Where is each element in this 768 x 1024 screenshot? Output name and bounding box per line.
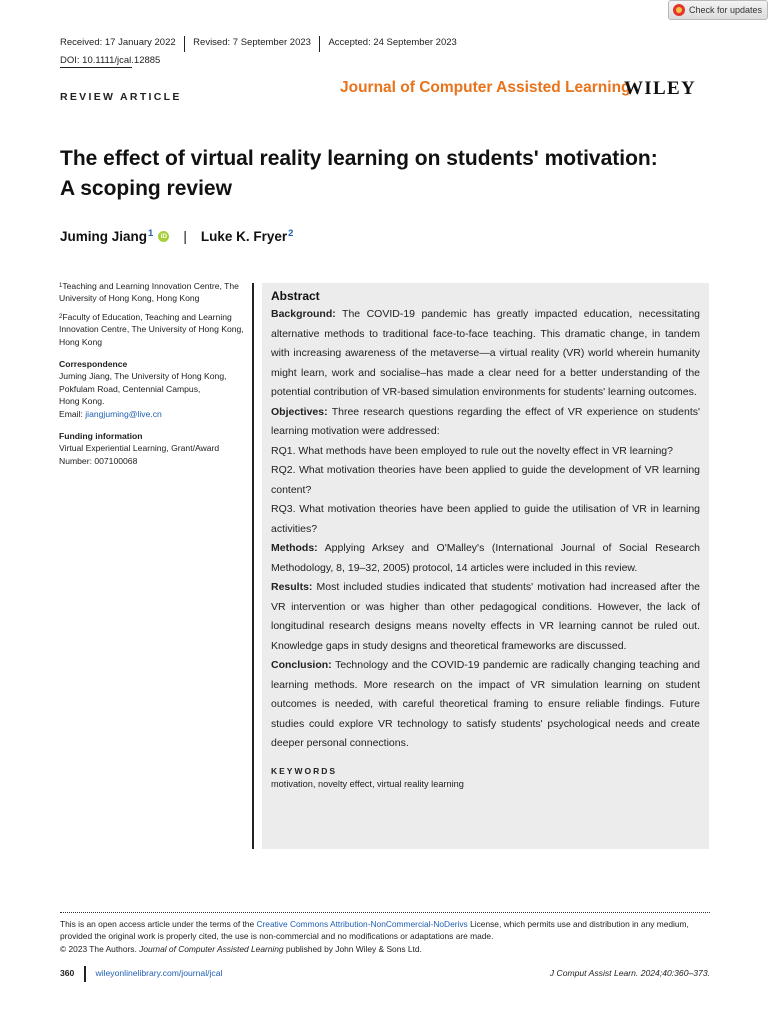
check-for-updates-label: Check for updates <box>689 5 763 15</box>
license-text: License, which permits use and distribution in any medium, provided the original work is properly cited, the use is non-commercial and no modifications or adaptations are made. <box>60 919 689 942</box>
orcid-icon[interactable]: iD <box>158 231 169 242</box>
section-label: Objectives: <box>271 405 328 418</box>
abstract-rule <box>252 283 254 849</box>
section-label: Background: <box>271 308 336 320</box>
section-label: Conclusion: <box>271 659 332 671</box>
abstract-box <box>262 283 709 849</box>
section-label: Results: <box>271 581 313 593</box>
abstract-objectives <box>271 403 700 442</box>
date-separator <box>319 36 321 52</box>
affiliation-text: Faculty of Education, Teaching and Learning Innovation Centre, The University of Hong Kong, Hong Kong <box>59 311 244 347</box>
page-footer <box>60 968 710 982</box>
doi[interactable]: DOI: 10.1111/jcal.12885 <box>60 55 161 66</box>
article-title <box>60 144 720 204</box>
author-separator: | <box>183 229 187 244</box>
section-text: Most included studies indicated that students' motivation had increased after the VR intervention or was higher than other pedagogical conditions. However, the lack of longitudinal research designs means novelty effects in VR learning cannot be ruled out. Knowledge gaps in study designs and theoretical frameworks are discussed. <box>271 581 700 652</box>
email-link[interactable]: jiangjuming@live.cn <box>85 408 162 419</box>
affiliation-sup: 2 <box>59 313 63 320</box>
author-name[interactable]: Luke K. Fryer <box>200 229 288 244</box>
article-dates <box>60 37 465 52</box>
research-question: RQ3. What motivation theories have been applied to guide the utilisation of VR in learning activities? <box>271 503 700 535</box>
affiliation-sup: 1 <box>59 283 63 289</box>
keywords-heading: KEYWORDS <box>271 765 338 776</box>
copyright-text: published by John Wiley & Sons Ltd. <box>283 943 422 954</box>
funding-text: Virtual Experiential Learning, Grant/Award Number: 007100068 <box>59 443 220 466</box>
correspondence-line: Hong Kong. <box>59 396 105 407</box>
header-rule <box>60 67 132 68</box>
page-number: 360 <box>60 968 75 978</box>
correspondence-heading: Correspondence <box>59 359 128 370</box>
affiliation <box>59 311 249 348</box>
footnote-divider <box>60 912 710 913</box>
correspondence-line: Juming Jiang, The University of Hong Kong, <box>59 371 227 382</box>
keywords: motivation, novelty effect, virtual reality learning <box>271 778 464 789</box>
footer-separator <box>84 966 86 982</box>
correspondence-line: Pokfulam Road, Centennial Campus, <box>59 383 201 394</box>
affiliation <box>59 280 249 305</box>
email-label: Email: <box>59 408 86 419</box>
section-text: The COVID-19 pandemic has greatly impacted education, necessitating alternative methods to traditional face-to-face teaching. This dramatic change, in tandem with increasing awareness of the metaverse—a virtual reality (VR) world wherein humanity might learn, work and socialise–has made a clear need for a better understanding of the potential contribution of VR-based simulation environments for students' learning outcomes. <box>271 308 700 398</box>
affiliation-text: Teaching and Learning Innovation Centre, The University of Hong Kong, Hong Kong <box>59 281 239 304</box>
license-notice <box>60 918 710 955</box>
citation: J Comput Assist Learn. 2024;40:360–373. <box>549 968 710 978</box>
author-affiliation-sup: 2 <box>288 228 294 239</box>
article-type: REVIEW ARTICLE <box>60 91 182 103</box>
abstract-results <box>271 578 700 656</box>
abstract-heading: Abstract <box>271 289 320 303</box>
received-date: Received: 17 January 2022 <box>60 37 176 48</box>
funding-heading: Funding information <box>59 431 143 442</box>
journal-name: Journal of Computer Assisted Learning <box>340 79 631 96</box>
crossmark-icon <box>673 4 685 16</box>
section-text: Three research questions regarding the effect of VR experience on students' learning motivation were addressed: <box>271 405 700 437</box>
revised-date: Revised: 7 September 2023 <box>193 37 311 48</box>
title-line-2: A scoping review <box>60 177 232 200</box>
title-line-1: The effect of virtual reality learning on students' motivation: <box>60 147 658 170</box>
publisher-logo: WILEY <box>624 78 696 99</box>
abstract-background <box>271 305 700 403</box>
correspondence-details <box>59 370 249 420</box>
check-for-updates-button[interactable] <box>668 0 768 20</box>
research-question: RQ1. What methods have been employed to rule out the novelty effect in VR learning? <box>271 444 673 457</box>
author-list <box>60 229 293 244</box>
license-text: This is an open access article under the terms of the <box>60 919 257 929</box>
accepted-date: Accepted: 24 September 2023 <box>328 37 457 48</box>
research-question: RQ2. What motivation theories have been applied to guide the development of VR learning content? <box>271 464 700 496</box>
author-name[interactable]: Juming Jiang <box>60 229 148 244</box>
section-text: Applying Arksey and O'Malley's (International Journal of Social Research Methodology, 8, 19–32, 2005) protocol, 14 articles were included in this review. <box>271 542 701 574</box>
abstract-methods <box>271 539 700 578</box>
copyright-journal: Journal of Computer Assisted Learning <box>139 943 284 954</box>
journal-url[interactable]: wileyonlinelibrary.com/journal/jcal <box>95 968 223 978</box>
section-label: Methods: <box>271 542 318 554</box>
copyright-text: © 2023 The Authors. <box>60 943 140 954</box>
license-link[interactable]: Creative Commons Attribution-NonCommercial-NoDerivs <box>256 919 468 929</box>
author-affiliation-sup: 1 <box>148 228 154 239</box>
date-separator <box>184 36 186 52</box>
article-info-sidebar <box>59 280 249 469</box>
section-text: Technology and the COVID-19 pandemic are radically changing teaching and learning methods. More research on the impact of VR simulation learning on student outcomes is needed, with careful theoretical framing to ensure reliable findings. Future studies could explore VR technology to satisfy students' psychological needs and create deeper personal connections. <box>271 659 700 749</box>
abstract-conclusion <box>271 656 700 754</box>
